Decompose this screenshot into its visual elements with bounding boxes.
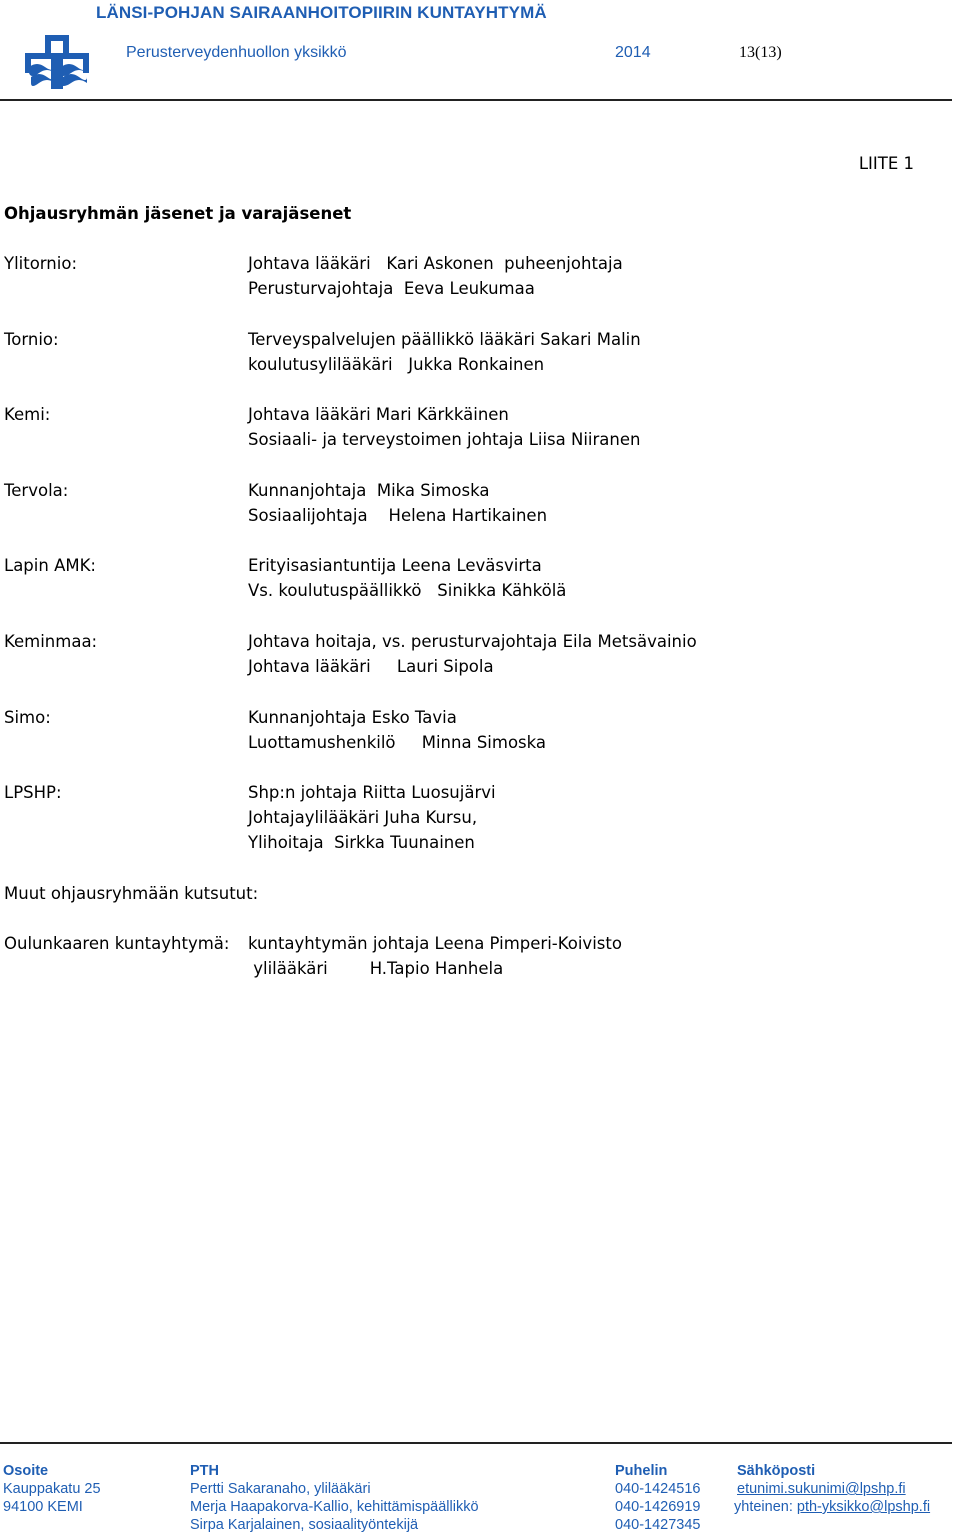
member-line: Johtava lääkäri Kari Askonen puheenjohtaja xyxy=(248,254,623,273)
footer-heading: Osoite xyxy=(3,1463,49,1479)
header-divider xyxy=(0,99,952,101)
member-municipality: Simo: xyxy=(4,708,51,727)
member-municipality: Tornio: xyxy=(4,330,59,349)
appendix-label: LIITE 1 xyxy=(858,154,914,173)
member-line: Sosiaali- ja terveystoimen johtaja Liisa Niiranen xyxy=(248,430,641,449)
member-line: Erityisasiantuntija Leena Leväsvirta xyxy=(248,556,542,575)
member-names xyxy=(248,478,547,528)
footer-pth xyxy=(190,1462,479,1534)
footer-divider xyxy=(0,1442,952,1444)
footer-phone-number: 040-1426919 xyxy=(615,1499,701,1515)
footer-contact-person: Pertti Sakaranaho, ylilääkäri xyxy=(190,1481,371,1497)
member-names xyxy=(248,402,640,452)
member-line: Kunnanjohtaja Mika Simoska xyxy=(248,481,490,500)
other-organization: Oulunkaaren kuntayhtymä: xyxy=(4,934,230,953)
footer-heading: Sähköposti xyxy=(737,1463,816,1479)
page-number: 13(13) xyxy=(739,44,782,61)
hospital-district-logo-icon xyxy=(25,33,89,93)
member-municipality: LPSHP: xyxy=(4,783,62,802)
footer-contact-person: Sirpa Karjalainen, sosiaalityöntekijä xyxy=(190,1517,419,1533)
unit-name: Perusterveydenhuollon yksikkö xyxy=(126,44,347,61)
footer-heading: PTH xyxy=(190,1463,219,1479)
footer-email xyxy=(734,1462,931,1516)
footer-phone xyxy=(615,1462,700,1534)
member-municipality: Lapin AMK: xyxy=(4,556,96,575)
member-line: Johtava hoitaja, vs. perusturvajohtaja Eila Metsävainio xyxy=(248,632,697,651)
member-names xyxy=(248,780,496,855)
member-municipality: Ylitornio: xyxy=(4,254,78,273)
footer-phone-number: 040-1424516 xyxy=(615,1481,701,1497)
footer-address xyxy=(3,1462,101,1516)
other-line: ylilääkäri H.Tapio Hanhela xyxy=(248,959,504,978)
other-names xyxy=(248,931,622,981)
member-names xyxy=(248,553,566,603)
footer-shared-email-link[interactable]: pth-yksikko@lpshp.fi xyxy=(796,1499,931,1515)
member-line: Perusturvajohtaja Eeva Leukumaa xyxy=(248,279,535,298)
member-line: Luottamushenkilö Minna Simoska xyxy=(248,733,547,752)
member-names xyxy=(248,705,546,755)
footer-shared-email-prefix: yhteinen: xyxy=(734,1499,797,1515)
member-line: Sosiaalijohtaja Helena Hartikainen xyxy=(248,506,548,525)
footer-address-line: Kauppakatu 25 xyxy=(3,1481,101,1497)
footer-phone-number: 040-1427345 xyxy=(615,1517,701,1533)
member-municipality: Keminmaa: xyxy=(4,632,98,651)
member-names xyxy=(248,327,641,377)
member-line: Johtava lääkäri Mari Kärkkäinen xyxy=(248,405,509,424)
organization-name: LÄNSI-POHJAN SAIRAANHOITOPIIRIN KUNTAYHTYMÄ xyxy=(96,3,547,22)
footer-heading: Puhelin xyxy=(615,1463,668,1479)
member-line: Johtajaylilääkäri Juha Kursu, xyxy=(248,808,478,827)
footer-email-link[interactable]: etunimi.sukunimi@lpshp.fi xyxy=(737,1481,906,1497)
section-title: Ohjausryhmän jäsenet ja varajäsenet xyxy=(4,204,352,223)
member-line: Kunnanjohtaja Esko Tavia xyxy=(248,708,457,727)
footer-address-line: 94100 KEMI xyxy=(3,1499,83,1515)
member-municipality: Kemi: xyxy=(4,405,51,424)
member-line: Johtava lääkäri Lauri Sipola xyxy=(248,657,494,676)
member-line: Terveyspalvelujen päällikkö lääkäri Sakari Malin xyxy=(248,330,641,349)
others-title: Muut ohjausryhmään kutsutut: xyxy=(4,884,259,903)
member-line: Ylihoitaja Sirkka Tuunainen xyxy=(248,833,475,852)
footer-contact-person: Merja Haapakorva-Kallio, kehittämispäällikkö xyxy=(190,1499,479,1515)
footer-shared-email xyxy=(734,1498,930,1516)
member-line: koulutusylilääkäri Jukka Ronkainen xyxy=(248,355,545,374)
other-line: kuntayhtymän johtaja Leena Pimperi-Koivisto xyxy=(248,934,622,953)
member-municipality: Tervola: xyxy=(4,481,69,500)
member-line: Shp:n johtaja Riitta Luosujärvi xyxy=(248,783,496,802)
document-year: 2014 xyxy=(615,44,651,61)
member-line: Vs. koulutuspäällikkö Sinikka Kähkölä xyxy=(248,581,567,600)
member-names xyxy=(248,251,623,301)
member-names xyxy=(248,629,697,679)
